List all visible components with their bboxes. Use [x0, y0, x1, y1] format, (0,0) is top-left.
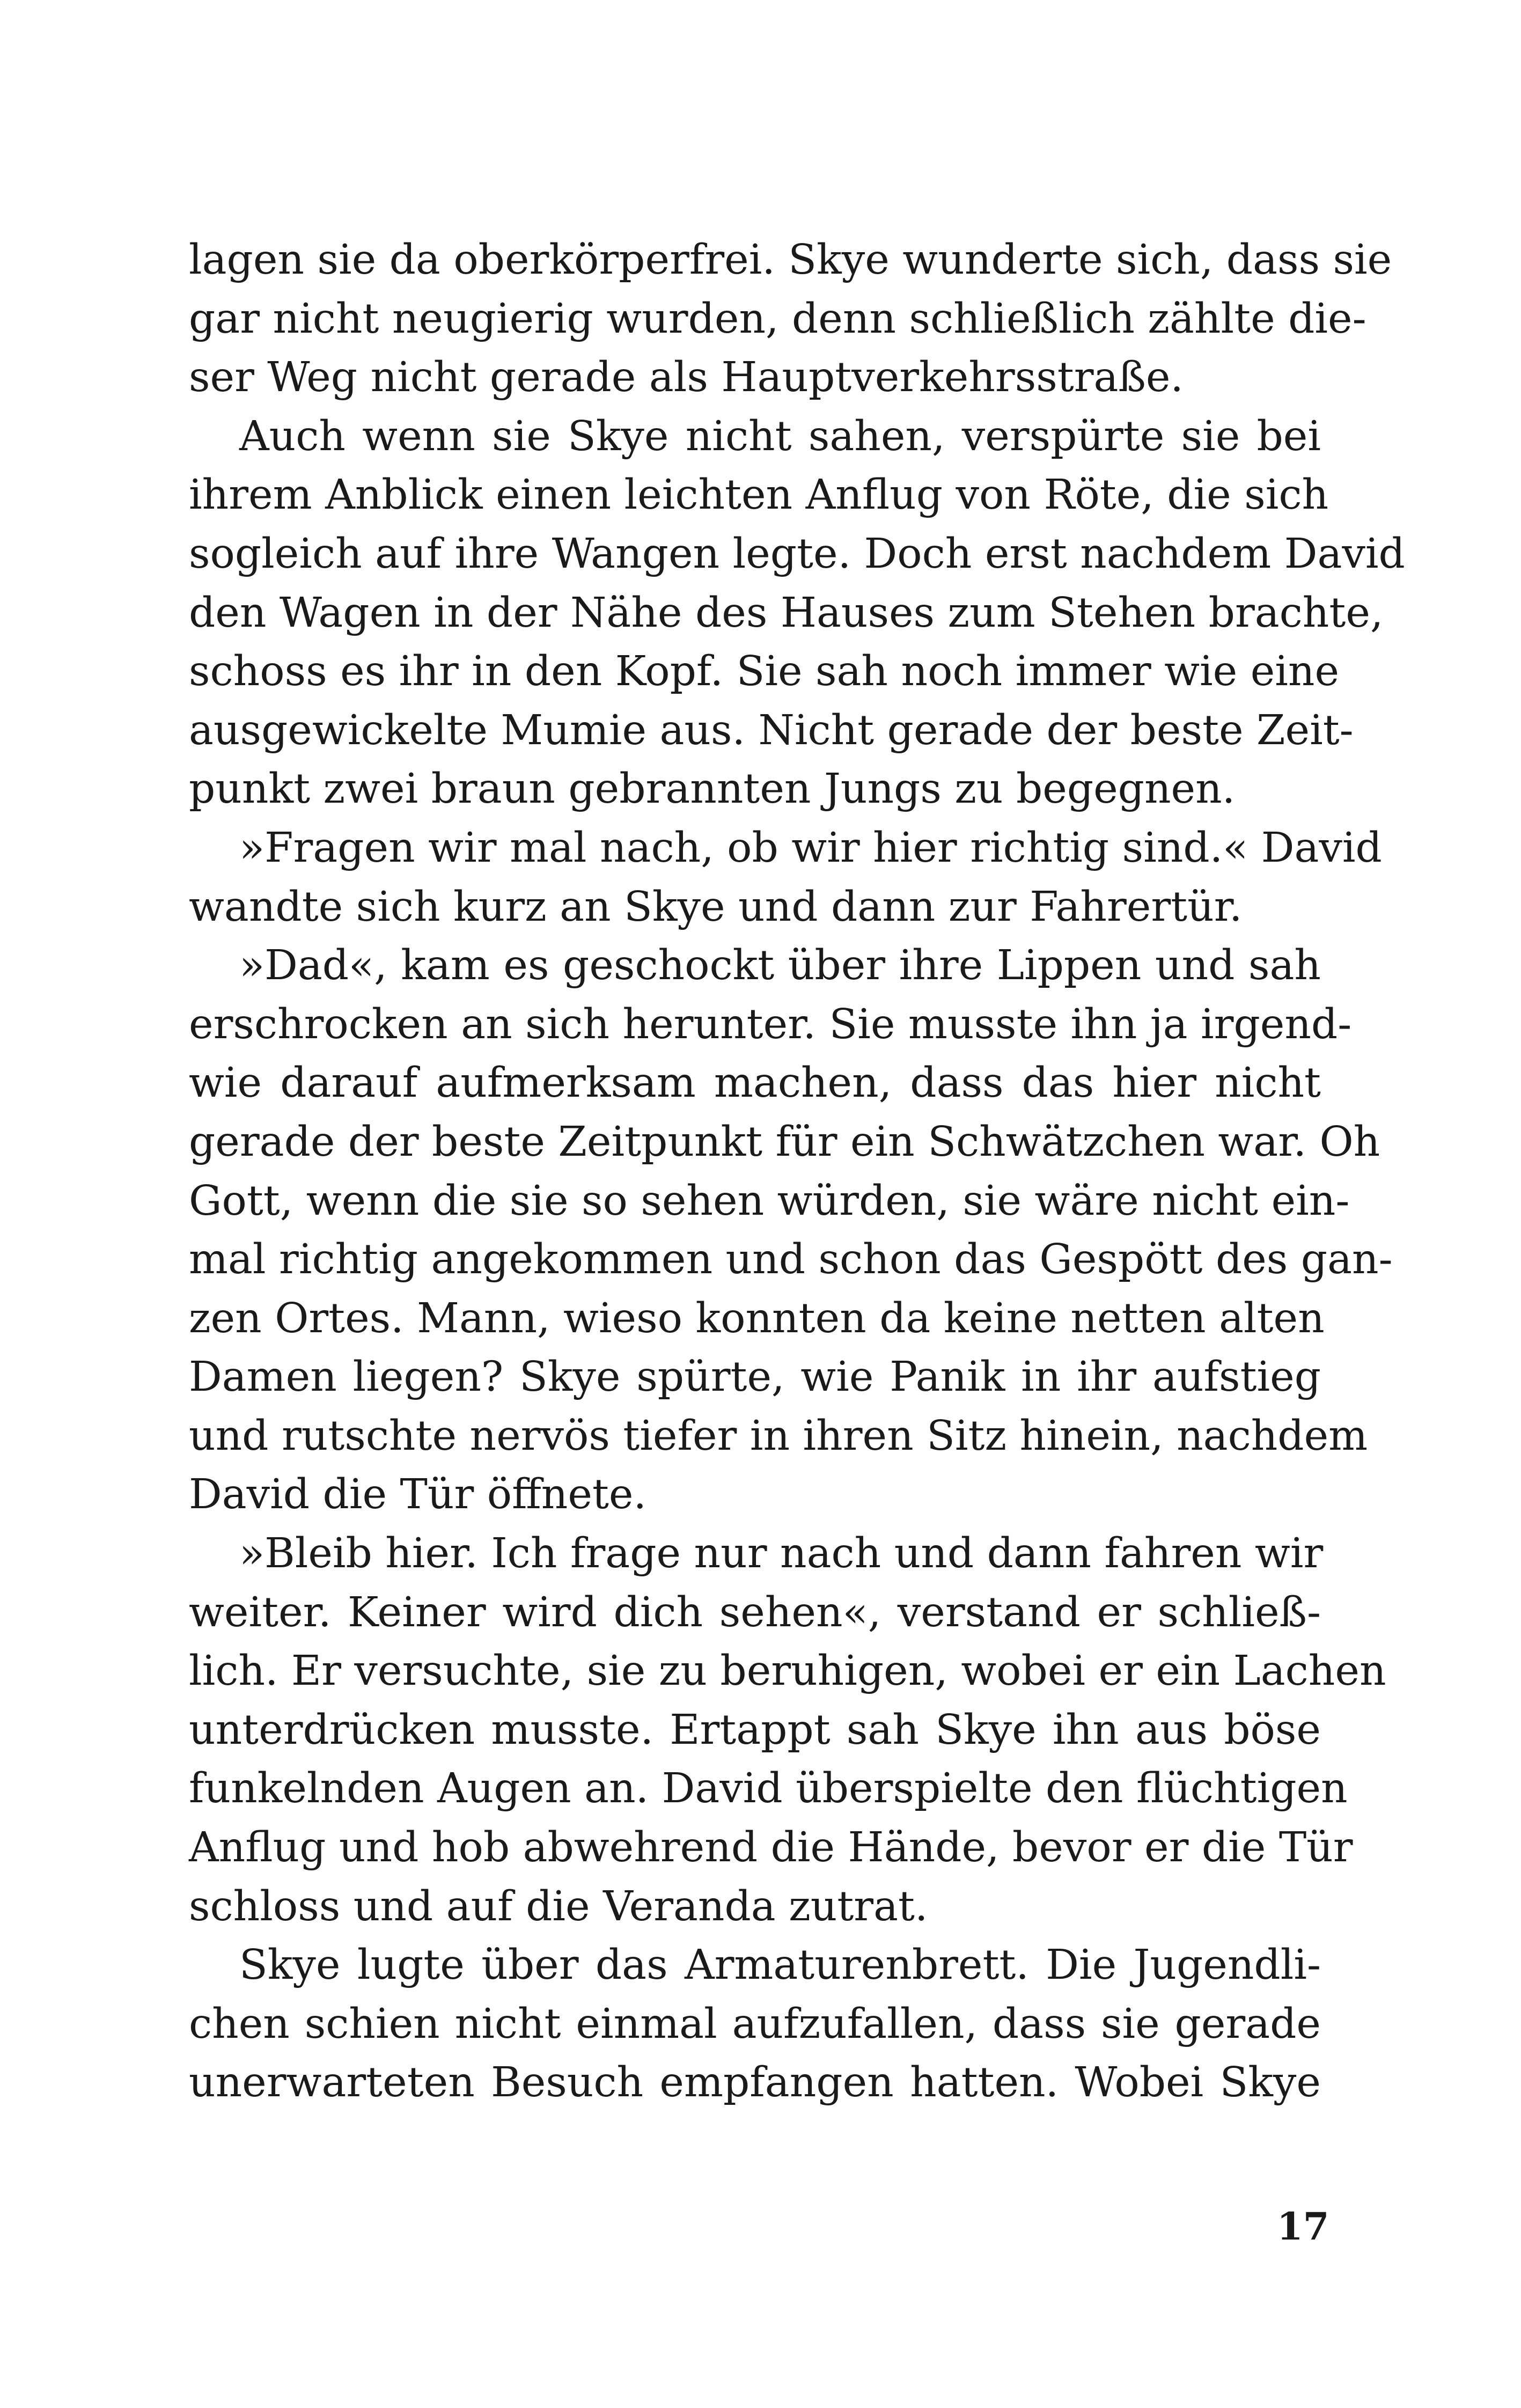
text-line: erschrocken an sich herunter. Sie musste ihn ja irgend- [189, 1000, 1352, 1048]
text-line: chen schien nicht einmal aufzufallen, dass sie gerade [189, 2000, 1321, 2048]
text-line: ser Weg nicht gerade als Hauptverkehrsstraße. [189, 354, 1184, 402]
text-line: »Dad«, kam es geschockt über ihre Lippen und sah [239, 942, 1321, 990]
paragraph-1 [189, 231, 1392, 407]
text-line: Anflug und hob abwehrend die Hände, bevor er die Tür [189, 1824, 1353, 1872]
text-line: ihrem Anblick einen leichten Anflug von Röte, die sich [189, 471, 1329, 519]
text-line: David die Tür öffnete. [189, 1471, 646, 1519]
text-line: unterdrücken musste. Ertappt sah Skye ihn aus böse [189, 1706, 1321, 1754]
text-line: gerade der beste Zeitpunkt für ein Schwätzchen war. Oh [189, 1118, 1380, 1166]
text-line: gar nicht neugierig wurden, denn schließlich zählte die- [189, 295, 1366, 343]
text-line: funkelnden Augen an. David überspielte den flüchtigen [189, 1765, 1348, 1813]
text-line: schloss und auf die Veranda zutrat. [189, 1882, 928, 1930]
text-line: Gott, wenn die sie so sehen würden, sie wäre nicht ein- [189, 1177, 1350, 1225]
page-number: 17 [1277, 2204, 1329, 2249]
text-line: und rutschte nervös tiefer in ihren Sitz hinein, nachdem [189, 1412, 1368, 1460]
text-line: weiter. Keiner wird dich sehen«, verstand er schließ- [189, 1588, 1321, 1636]
text-line: ausgewickelte Mumie aus. Nicht gerade der beste Zeit- [189, 706, 1354, 754]
text-line: den Wagen in der Nähe des Hauses zum Stehen brachte, [189, 589, 1384, 637]
text-line: wie darauf aufmerksam machen, dass das hier nicht [189, 1059, 1321, 1107]
text-line: unerwarteten Besuch empfangen hatten. Wobei Skye [189, 2059, 1321, 2107]
text-line: punkt zwei braun gebrannten Jungs zu begegnen. [189, 765, 1236, 813]
paragraph-6 [189, 1936, 1321, 2112]
text-line: mal richtig angekommen und schon das Gespött des gan- [189, 1236, 1393, 1284]
text-line: wandte sich kurz an Skye und dann zur Fahrertür. [189, 883, 1243, 931]
text-line: zen Ortes. Mann, wieso konnten da keine netten alten [189, 1294, 1325, 1342]
text-line: lagen sie da oberkörperfrei. Skye wunderte sich, dass sie [189, 236, 1392, 284]
paragraph-4 [189, 936, 1393, 1524]
text-line: Damen liegen? Skye spürte, wie Panik in ihr aufstieg [189, 1353, 1321, 1401]
text-line: »Bleib hier. Ich frage nur nach und dann fahren wir [239, 1530, 1324, 1578]
paragraph-2 [189, 407, 1405, 819]
text-line: schoss es ihr in den Kopf. Sie sah noch immer wie eine [189, 648, 1340, 696]
text-line: »Fragen wir mal nach, ob wir hier richtig sind.« David [239, 824, 1382, 872]
text-line: sogleich auf ihre Wangen legte. Doch erst nachdem David [189, 530, 1405, 578]
text-line: Auch wenn sie Skye nicht sahen, verspürte sie bei [239, 412, 1321, 460]
paragraph-3 [189, 819, 1382, 936]
text-line: lich. Er versuchte, sie zu beruhigen, wobei er ein Lachen [189, 1647, 1386, 1695]
text-line: Skye lugte über das Armaturenbrett. Die Jugendli- [239, 1941, 1321, 1989]
paragraph-5 [189, 1524, 1386, 1936]
body-text [189, 231, 1405, 2112]
